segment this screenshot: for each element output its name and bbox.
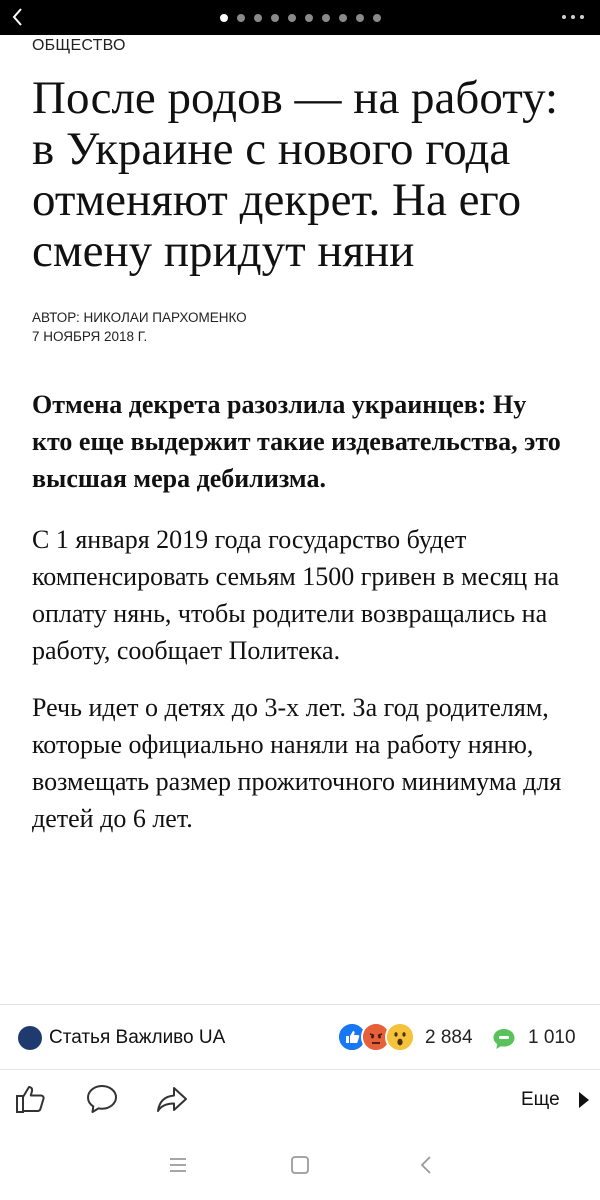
article-paragraph: С 1 января 2019 года государство будет компенсировать семьям 1500 гривен в месяц на оплату нянь, чтобы родители возвращались на работу, сообщает Политека. [32,525,560,665]
share-button-icon[interactable] [155,1082,189,1116]
page-dot[interactable] [305,14,313,22]
article-date: 7 НОЯБРЯ 2018 Г. [32,329,148,344]
reactions-summary[interactable] [337,1022,417,1052]
page-dot[interactable] [288,14,296,22]
like-button-icon[interactable] [14,1082,48,1116]
comment-button-icon[interactable] [85,1082,119,1116]
article-title: После родов — на работу: в Украине с нового года отменяют декрет. На его смену придут няни [32,72,559,277]
source-logo-icon[interactable] [18,1026,42,1050]
article-author: АВТОР: НИКОЛАИ ПАРХОМЕНКО [32,310,247,325]
reaction-count[interactable]: 2 884 [425,1027,473,1048]
comment-badge-icon[interactable] [492,1028,516,1050]
menu-icon[interactable] [167,1154,189,1176]
comment-count[interactable]: 1 010 [528,1027,576,1048]
page-dot[interactable] [373,14,381,22]
back-triangle-icon[interactable] [416,1154,438,1176]
page-dot[interactable] [322,14,330,22]
page-dot[interactable] [339,14,347,22]
page-dot[interactable] [271,14,279,22]
top-bar [0,0,600,35]
play-arrow-icon[interactable] [578,1090,590,1110]
home-square-icon[interactable] [289,1154,311,1176]
page-dot[interactable] [254,14,262,22]
page-dot[interactable] [220,14,228,22]
article-category[interactable]: ОБЩЕСТВО [32,37,126,54]
page-indicator [0,0,600,35]
post-footer [0,1004,600,1200]
system-nav-bar [0,1131,600,1200]
actions-row [0,1069,600,1132]
article-lead: Отмена декрета разозлила украинцев: Ну кто еще выдержит такие издевательства, это высшая мера дебилизма. [32,390,561,493]
article-paragraph: Речь идет о детях до 3-х лет. За год родителям, которые официально наняли на работу няню, возмещать размер прожиточного минимума для детей до 6 лет. [32,693,562,833]
page-dot[interactable] [356,14,364,22]
article [32,35,580,837]
more-button[interactable]: Еще [521,1089,560,1110]
page-dot[interactable] [237,14,245,22]
source-name[interactable]: Статья Важливо UA [49,1027,226,1048]
source-row [0,1005,600,1070]
more-options-icon[interactable] [562,15,584,19]
wow-reaction-icon [385,1022,415,1052]
